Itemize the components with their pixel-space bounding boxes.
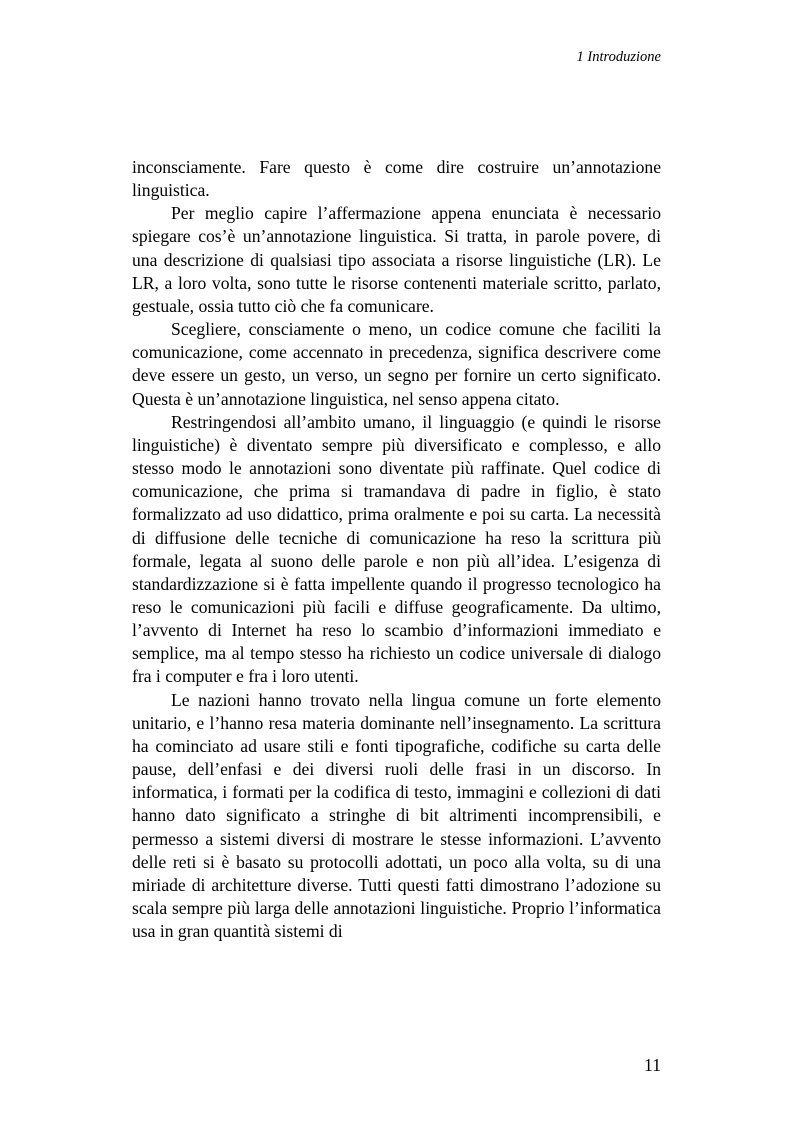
body-text [132, 156, 661, 943]
running-header: 1 Introduzione [576, 49, 661, 65]
paragraph-2: Per meglio capire l’affermazione appena enunciata è necessario spiegare cos’è un’annotazione linguistica. Si tratta, in parole povere, di una descrizione di qualsiasi tipo associata a risorse linguistiche (LR). Le LR, a loro volta, sono tutte le risorse contenenti materiale scritto, parlato, gestuale, ossia tutto ciò che fa comunicare. [132, 203, 661, 316]
paragraph-1: inconsciamente. Fare questo è come dire costruire un’annotazione linguistica. [132, 157, 661, 201]
paragraph-3: Scegliere, consciamente o meno, un codice comune che faciliti la comunicazione, come accennato in precedenza, significa descrivere come deve essere un gesto, un verso, un segno per fornire un certo significato. Questa è un’annotazione linguistica, nel senso appena citato. [132, 319, 661, 409]
paragraph-5: Le nazioni hanno trovato nella lingua comune un forte elemento unitario, e l’hanno resa materia dominante nell’insegnamento. La scrittura ha cominciato ad usare stili e fonti tipografiche, codifiche su carta delle pause, dell’enfasi e dei diversi ruoli delle frasi in un discorso. In informatica, i formati per la codifica di testo, immagini e collezioni di dati hanno dato significato a stringhe di bit altrimenti incomprensibili, e permesso a sistemi diversi di mostrare le stesse informazioni. L’avvento delle reti si è basato su protocolli adottati, un poco alla volta, su di una miriade di architetture diverse. Tutti questi fatti dimostrano l’adozione su scala sempre più larga delle annotazioni linguistiche. Proprio l’informatica usa in gran quantità sistemi di [132, 689, 661, 942]
paragraph-4: Restringendosi all’ambito umano, il linguaggio (e quindi le risorse linguistiche) è diventato sempre più diversificato e complesso, e allo stesso modo le annotazioni sono diventate più raffinate. Quel codice di comunicazione, che prima si tramandava di padre in figlio, è stato formalizzato ad uso didattico, prima oralmente e poi su carta. La necessità di diffusione delle tecniche di comunicazione ha reso la scrittura più formale, legata al suono delle parole e non più all’idea. L’esigenza di standardizzazione si è fatta impellente quando il progresso tecnologico ha reso le comunicazioni più facili e diffuse geograficamente. Da ultimo, l’avvento di Internet ha reso lo scambio d’informazioni immediato e semplice, ma al tempo stesso ha richiesto un codice universale di dialogo fra i computer e fra i loro utenti. [132, 411, 661, 687]
page-number: 11 [644, 1055, 661, 1075]
